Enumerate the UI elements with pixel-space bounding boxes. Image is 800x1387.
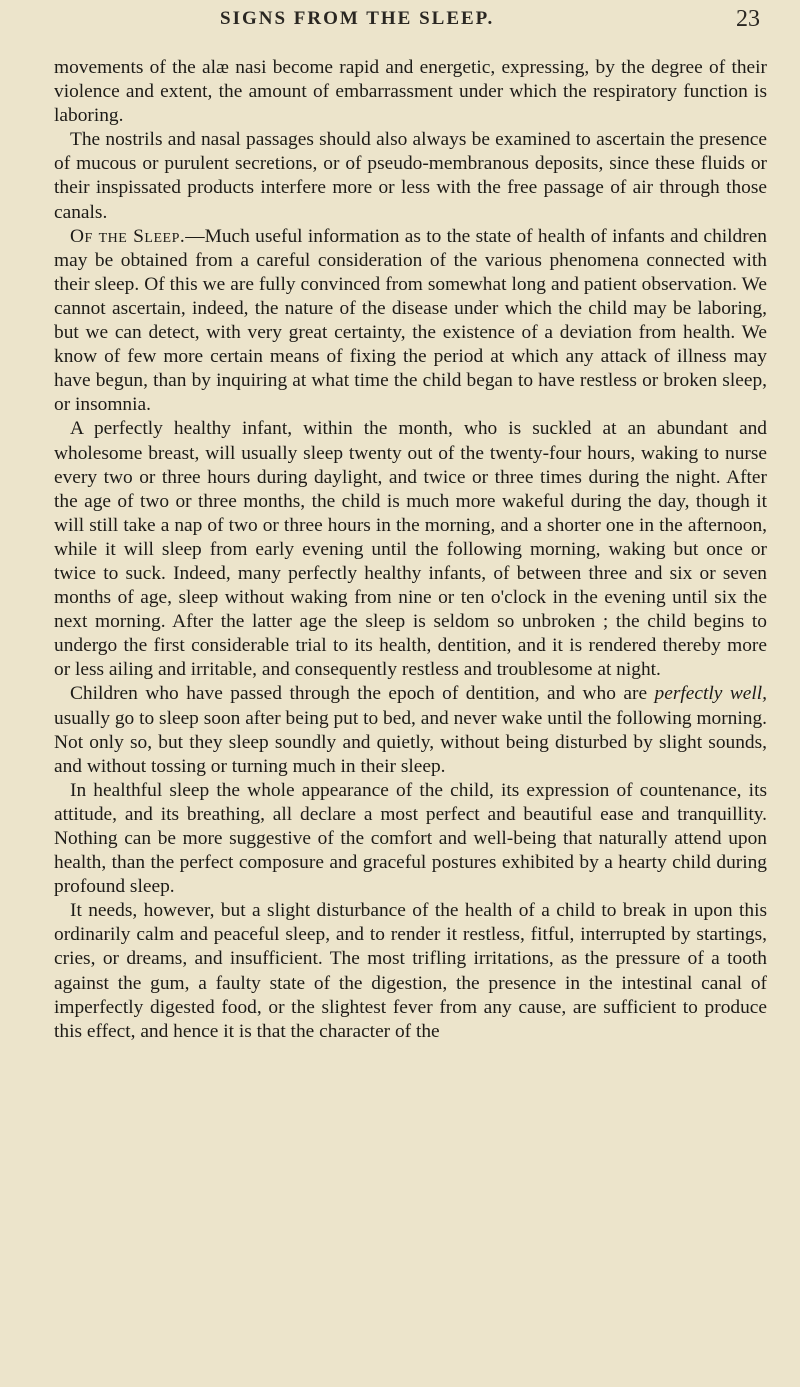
paragraph-5: Children who have passed through the epoch of dentition, and who are perfectly well, usually go to sleep soon after being put to bed, and never wake until the following morning. Not only so, but they sleep soundly and quietly, without being disturbed by slight sounds, and without tossing or turning much in their sleep. [54,683,767,777]
paragraph-6: In healthful sleep the whole appearance of the child, its expression of countenance, its attitude, and its breathing, all declare a most perfect and beautiful ease and tranquillity. Nothing can be more suggestive of the comfort and well-being that naturally attend upon health, than the perfect composure and graceful postures exhibited by a hearty child during profound sleep. [54,779,767,898]
running-head [70,6,760,42]
paragraph-1: movements of the alæ nasi become rapid and energetic, expressing, by the degree of their violence and extent, the amount of embarrassment under which the respiratory function is laboring. [54,57,767,127]
paragraph-7: It needs, however, but a slight disturbance of the health of a child to break in upon this ordinarily calm and peaceful sleep, and to render it restless, fitful, interrupted by startings, cries, or dreams, and insufficient. The most trifling irritations, as the pressure of a tooth against the gum, a faulty state of the digestion, the presence in the intestinal canal of imperfectly digested food, or the slightest fever from any cause, are sufficient to produce this effect, and hence it is that the character of the [54,900,767,1042]
paragraph-2: The nostrils and nasal passages should also always be examined to ascertain the presence of mucous or purulent secretions, or of pseudo-membranous deposits, since these fluids or their inspissated products interfere more or less with the free passage of air through those canals. [54,129,767,223]
running-title: SIGNS FROM THE SLEEP. [220,8,495,29]
emphasis-perfectly-well: perfectly well, [654,683,767,705]
paragraph-4: A perfectly healthy infant, within the month, who is suckled at an abundant and wholesome breast, will usually sleep twenty out of the twenty-four hours, waking to nurse every two or three hours during daylight, and twice or three times during the night. After the age of two or three months, the child is much more wakeful during the day, though it will still take a nap of two or three hours in the morning, and a shorter one in the afternoon, while it will sleep from early evening until the following morning, waking but once or twice to suck. Indeed, many perfectly healthy infants, of between three and six or seven months of age, sleep without waking from nine or ten o'clock in the evening until six the next morning. After the latter age the sleep is seldom so unbroken ; the child begins to undergo the first considerable trial to its health, dentition, and it is rendered thereby more or less ailing and irritable, and consequently restless and troublesome at night. [54,418,767,681]
page-number: 23 [736,6,760,32]
section-heading: Of the Sleep. [70,225,186,247]
paragraph-3: Of the Sleep.—Much useful information as to the state of health of infants and children may be obtained from a careful consideration of the various phenomena connected with their sleep. Of this we are fully convinced from somewhat long and patient observation. We cannot ascertain, indeed, the nature of the disease under which the child may be laboring, but we can detect, with very great certainty, the existence of a deviation from health. We know of few more certain means of fixing the period at which any attack of illness may have begun, than by inquiring at what time the child began to have restless or broken sleep, or insomnia. [54,225,767,416]
body-text [54,56,767,1044]
